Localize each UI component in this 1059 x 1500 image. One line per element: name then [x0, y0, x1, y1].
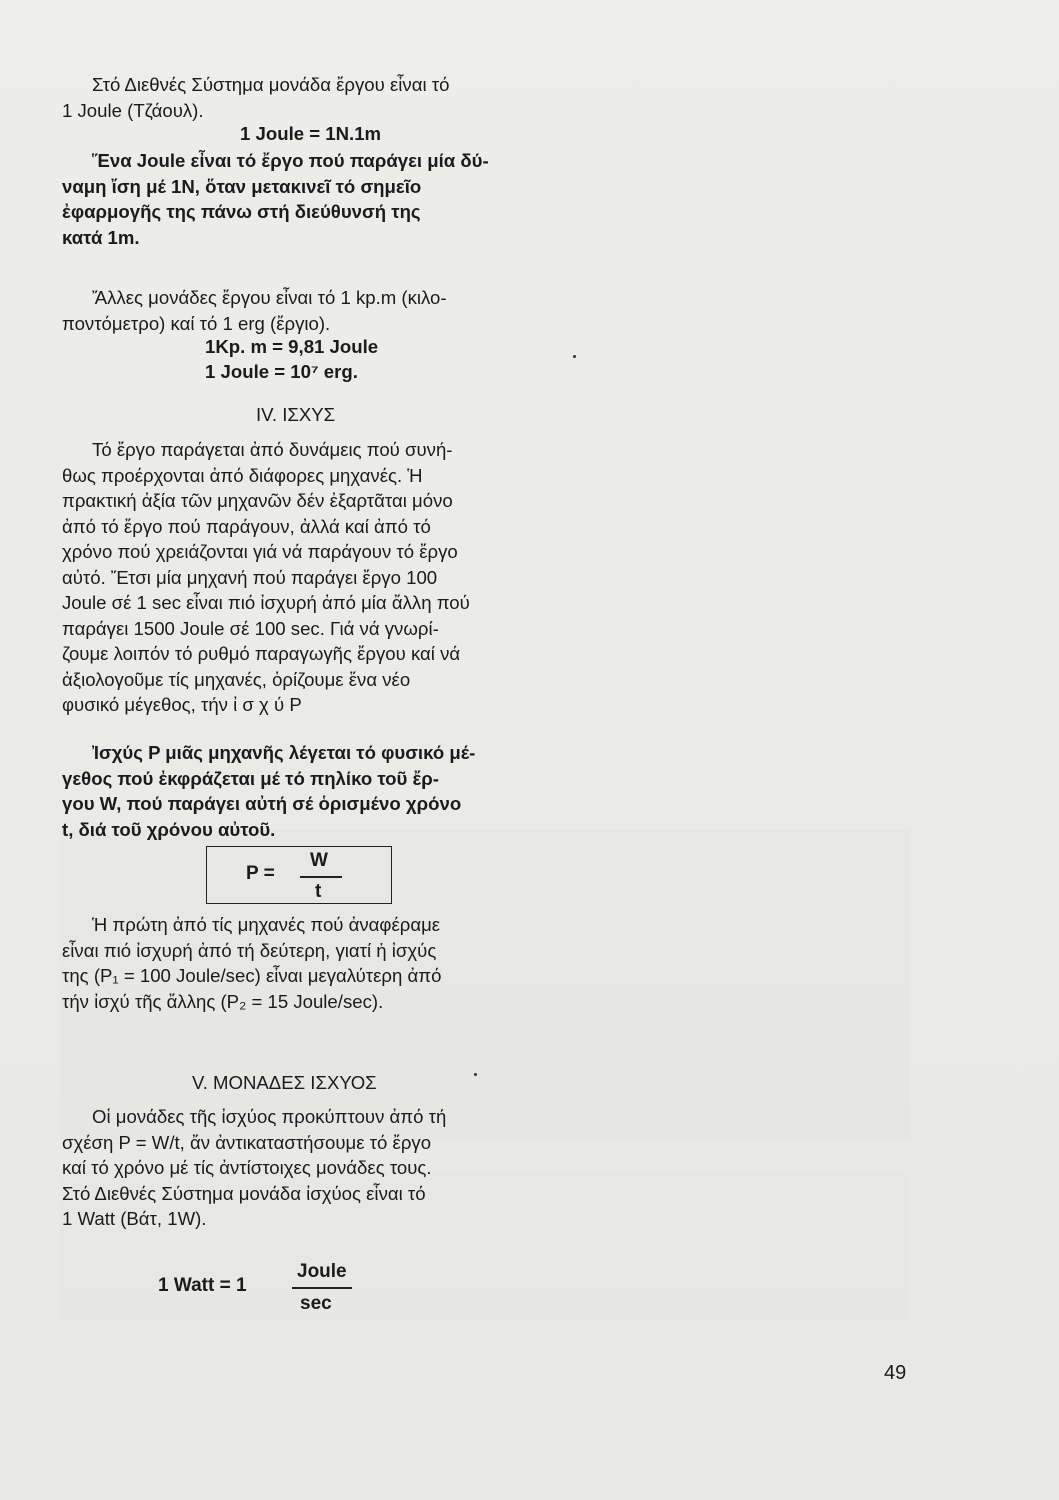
paragraph-line: Joule σέ 1 sec εἶναι πιό ἰσχυρή ἀπό μία ἄλλη πού — [62, 592, 470, 613]
definition-line: γου W, πού παράγει αὐτή σέ ὁρισμένο χρόνο — [62, 793, 462, 814]
paragraph-line: Στό Διεθνές Σύστημα μονάδα ἰσχύος εἶναι τό — [62, 1182, 426, 1204]
paragraph-line: πρακτική ἀξία τῶν μηχανῶν δέν ἐξαρτᾶται μόνο — [62, 490, 453, 511]
paragraph-line: ἀπό τό ἔργο πού παράγουν, ἀλλά καί ἀπό τό — [62, 515, 431, 537]
fraction-bar — [300, 876, 342, 878]
section-heading: IV. ΙΣΧΥΣ — [256, 404, 336, 425]
paragraph-line: φυσικό μέγεθος, τήν ἰ σ χ ύ P — [62, 694, 302, 715]
paragraph-line: εἶναι πιό ἰσχυρή ἀπό τή δεύτερη, γιατί ἡ ἰσχύς — [62, 939, 437, 961]
paragraph-line: ζουμε λοιπόν τό ρυθμό παραγωγῆς ἔργου καί νά — [62, 643, 461, 664]
paragraph-power-units — [62, 1104, 550, 1232]
definition-power — [62, 740, 550, 842]
formula-denominator: t — [315, 881, 322, 902]
watt-formula-lhs: 1 Watt = 1 — [158, 1275, 247, 1296]
paragraph-line: θως προέρχονται ἀπό διάφορες μηχανές. Ἡ — [62, 464, 423, 486]
paragraph-line: σχέση P = W/t, ἄν ἀντικαταστήσουμε τό ἔργο — [62, 1131, 432, 1153]
page-number: 49 — [884, 1362, 907, 1384]
formula-lhs: P = — [246, 863, 275, 884]
definition-line: κατά 1m. — [62, 226, 140, 248]
paragraph-line: χρόνο πού χρειάζονται γιά νά παράγουν τό ἔργο — [62, 541, 458, 562]
definition-line: γεθος πού ἐκφράζεται μέ τό πηλίκο τοῦ ἔρ- — [62, 767, 439, 789]
paragraph-line: τήν ἰσχύ τῆς ἄλλης (P₂ = 15 Joule/sec). — [62, 990, 384, 1012]
paragraph-line: ποντόμετρο) καί τό 1 erg (ἔργιο). — [62, 312, 331, 334]
paragraph-line: Ἡ πρώτη ἀπό τίς μηχανές πού ἀναφέραμε — [92, 914, 441, 935]
watt-formula-denominator: sec — [300, 1293, 332, 1314]
paragraph-power — [62, 437, 550, 718]
paragraph-line: 1 Watt (Βάτ, 1W). — [62, 1208, 207, 1229]
paragraph-line: Ἄλλες μονάδες ἔργου εἶναι τό 1 kp.m (κιλο- — [92, 287, 447, 308]
section-heading: V. ΜΟΝΑΔΕΣ ΙΣΧΥΟΣ — [192, 1072, 377, 1093]
definition-line: ἐφαρμογῆς της πάνω στή διεύθυνσή της — [62, 201, 421, 222]
paragraph-line: Τό ἔργο παράγεται ἀπό δυνάμεις πού συνή- — [92, 439, 453, 460]
definition-line: Ἰσχύς P μιᾶς μηχανῆς λέγεται τό φυσικό μέ- — [92, 742, 476, 763]
power-formula-box — [206, 846, 392, 904]
definition-line: ναμη ἴση μέ 1N, ὅταν μετακινεῖ τό σημεῖο — [62, 175, 422, 197]
paragraph-other-units — [62, 285, 550, 336]
print-speck — [573, 355, 576, 358]
equation-joule: 1 Joule = 1N.1m — [240, 123, 382, 144]
paragraph-comparison — [62, 912, 550, 1014]
watt-formula-numerator: Joule — [297, 1261, 347, 1282]
paragraph: Στό Διεθνές Σύστημα μονάδα ἔργου εἶναι τό — [92, 74, 450, 95]
text-column — [62, 72, 550, 123]
paragraph-line: Οἱ μονάδες τῆς ἰσχύος προκύπτουν ἀπό τή — [92, 1106, 447, 1127]
paragraph-line: της (P₁ = 100 Joule/sec) εἶναι μεγαλύτερη ἀπό — [62, 965, 442, 986]
paragraph-line: καί τό χρόνο μέ τίς ἀντίστοιχες μονάδες τους. — [62, 1157, 432, 1178]
definition-line: Ἕνα Joule εἶναι τό ἔργο πού παράγει μία δύ- — [92, 150, 489, 171]
definition-joule — [62, 148, 550, 250]
paragraph-line: ἀξιολογοῦμε τίς μηχανές, ὁρίζουμε ἕνα νέο — [62, 668, 411, 690]
equation-kpm: 1Kp. m = 9,81 Joule — [205, 336, 379, 357]
equation-erg: 1 Joule = 10⁷ erg. — [205, 361, 358, 382]
paragraph: 1 Joule (Τζάουλ). — [62, 99, 204, 121]
formula-numerator: W — [310, 850, 328, 871]
print-speck — [474, 1073, 477, 1076]
paragraph-line: αὐτό. Ἔτσι μία μηχανή πού παράγει ἔργο 100 — [62, 566, 438, 588]
definition-line: t, διά τοῦ χρόνου αὐτοῦ. — [62, 818, 276, 840]
fraction-bar — [292, 1287, 352, 1289]
paragraph-line: παράγει 1500 Joule σέ 100 sec. Γιά νά γνωρί- — [62, 617, 439, 639]
